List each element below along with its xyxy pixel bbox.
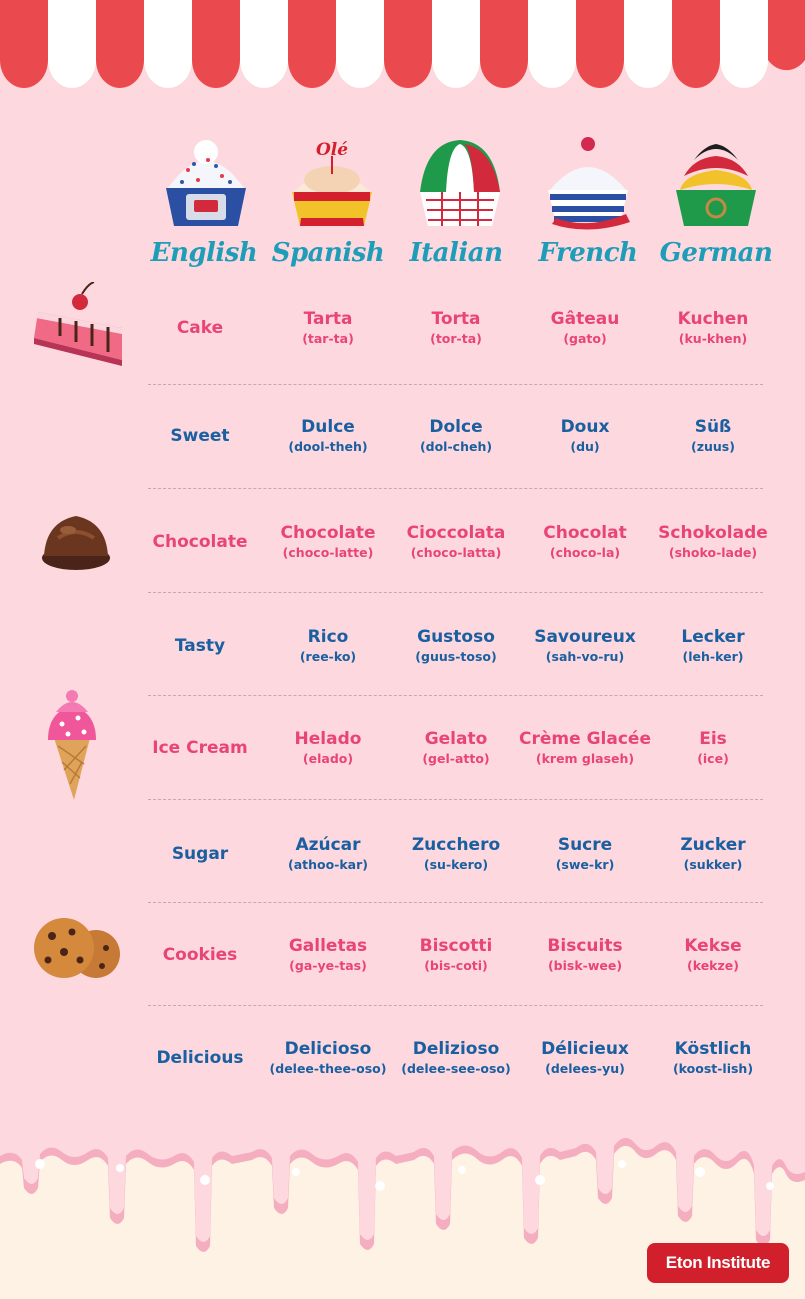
lang-title-french: French [538, 238, 638, 268]
german-word: Köstlich [674, 1039, 752, 1059]
german-word: Eis [699, 729, 727, 749]
spanish-word: Helado [294, 729, 362, 749]
spanish-pronunciation: (elado) [302, 751, 354, 766]
german-word: Lecker [681, 627, 745, 647]
table-row [0, 594, 805, 698]
spanish-word: Galletas [288, 936, 368, 956]
italian-word: Gustoso [417, 627, 495, 647]
english-word: Sweet [170, 425, 230, 446]
spanish-pronunciation: (athoo-kar) [287, 857, 368, 872]
spanish-word: Tarta [303, 309, 353, 329]
german-pronunciation: (kekze) [687, 958, 739, 973]
german-word: Kuchen [677, 309, 749, 329]
italian-word: Biscotti [419, 936, 493, 956]
brand-logo: Eton Institute [647, 1243, 789, 1283]
table-row [0, 384, 805, 488]
row-divider [148, 799, 763, 800]
table-row [0, 490, 805, 594]
italian-pronunciation: (delee-see-oso) [401, 1061, 511, 1076]
italian-word: Torta [431, 309, 481, 329]
spanish-word: Rico [307, 627, 349, 647]
lang-title-italian: Italian [409, 238, 503, 268]
cupcake-french-icon [540, 130, 636, 230]
french-word: Crème Glacée [519, 729, 651, 749]
french-pronunciation: (choco-la) [549, 545, 621, 560]
row-divider [148, 592, 763, 593]
french-pronunciation: (bisk-wee) [547, 958, 623, 973]
row-divider [148, 488, 763, 489]
french-word: Gâteau [550, 309, 620, 329]
italian-pronunciation: (gel-atto) [422, 751, 490, 766]
spanish-pronunciation: (ga-ye-tas) [289, 958, 367, 973]
spanish-word: Delicioso [284, 1039, 372, 1059]
german-word: Zucker [680, 835, 746, 855]
french-word: Chocolat [543, 523, 627, 543]
cupcake-spanish-icon [284, 130, 380, 230]
cupcake-italian-icon [412, 130, 508, 230]
french-word: Savoureux [534, 627, 636, 647]
english-word: Cookies [162, 944, 238, 965]
german-pronunciation: (shoko-lade) [668, 545, 758, 560]
french-pronunciation: (sah-vo-ru) [545, 649, 625, 664]
cupcake-german-icon [668, 130, 764, 230]
lang-title-german: German [659, 238, 773, 268]
table-row [0, 276, 805, 380]
english-word: Delicious [156, 1047, 244, 1068]
german-word: Süß [694, 417, 732, 437]
german-word: Schokolade [658, 523, 768, 543]
french-pronunciation: (du) [570, 439, 600, 454]
french-word: Délicieux [541, 1039, 629, 1059]
spanish-word: Azúcar [295, 835, 361, 855]
french-word: Doux [560, 417, 610, 437]
english-word: Chocolate [152, 531, 248, 552]
french-pronunciation: (swe-kr) [555, 857, 615, 872]
english-word: Sugar [171, 843, 229, 864]
italian-word: Zucchero [411, 835, 501, 855]
italian-word: Gelato [424, 729, 488, 749]
table-row [0, 802, 805, 906]
lang-title-spanish: Spanish [271, 238, 385, 268]
cupcake-english-icon [158, 130, 254, 230]
italian-pronunciation: (bis-coti) [424, 958, 488, 973]
spanish-word: Dulce [301, 417, 355, 437]
italian-pronunciation: (dol-cheh) [419, 439, 493, 454]
table-row [0, 696, 805, 800]
english-word: Cake [176, 317, 224, 338]
french-word: Biscuits [547, 936, 623, 956]
italian-pronunciation: (choco-latta) [410, 545, 502, 560]
german-pronunciation: (ku-khen) [678, 331, 748, 346]
french-pronunciation: (delees-yu) [545, 1061, 625, 1076]
italian-pronunciation: (guus-toso) [415, 649, 497, 664]
spanish-pronunciation: (ree-ko) [299, 649, 357, 664]
lang-title-english: English [150, 238, 258, 268]
german-pronunciation: (ice) [697, 751, 729, 766]
english-word: Tasty [174, 635, 226, 656]
table-row [0, 1006, 805, 1110]
german-pronunciation: (zuus) [691, 439, 735, 454]
german-pronunciation: (leh-ker) [682, 649, 744, 664]
french-pronunciation: (krem glaseh) [535, 751, 635, 766]
spanish-word: Chocolate [280, 523, 376, 543]
french-pronunciation: (gato) [563, 331, 607, 346]
german-word: Kekse [684, 936, 742, 956]
spanish-pronunciation: (choco-latte) [282, 545, 374, 560]
italian-word: Dolce [429, 417, 483, 437]
spanish-pronunciation: (tar-ta) [302, 331, 354, 346]
italian-pronunciation: (su-kero) [423, 857, 489, 872]
spanish-pronunciation: (dool-theh) [288, 439, 368, 454]
spanish-pronunciation: (delee-thee-oso) [269, 1061, 387, 1076]
french-word: Sucre [557, 835, 613, 855]
table-row [0, 903, 805, 1007]
german-pronunciation: (koost-lish) [672, 1061, 754, 1076]
awning-decoration [0, 0, 805, 96]
italian-word: Cioccolata [406, 523, 506, 543]
ole-topper: Olé [315, 140, 349, 160]
german-pronunciation: (sukker) [683, 857, 743, 872]
italian-word: Delizioso [412, 1039, 500, 1059]
italian-pronunciation: (tor-ta) [430, 331, 482, 346]
english-word: Ice Cream [152, 737, 248, 758]
